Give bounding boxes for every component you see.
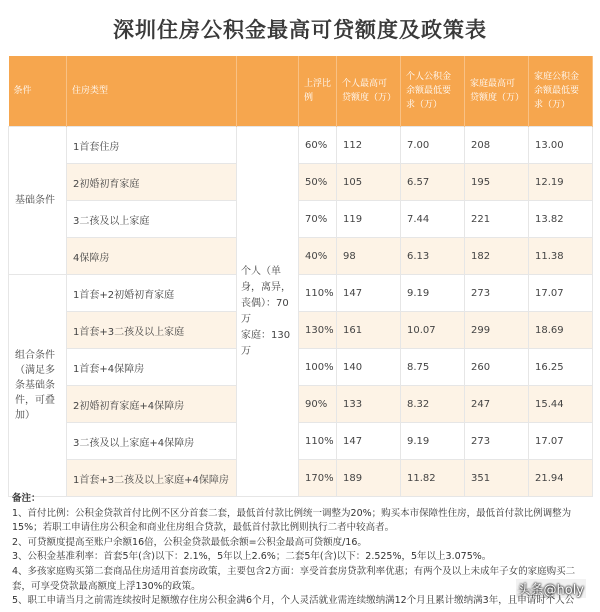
policy-table	[8, 56, 593, 497]
table-row	[9, 460, 593, 497]
float-ratio: 50%	[299, 164, 337, 201]
float-ratio: 100%	[299, 349, 337, 386]
max-personal: 98	[337, 238, 401, 275]
header-target	[237, 56, 299, 127]
family-min-balance: 21.94	[529, 460, 593, 497]
float-ratio: 110%	[299, 423, 337, 460]
note-5: 5、职工申请当月之前需连续按时足额缴存住房公积金满6个月，个人灵活就业需连续缴纳满12个月且累计缴纳满3年，且申请时个人公	[12, 595, 575, 607]
max-personal: 189	[337, 460, 401, 497]
page-title: 深圳住房公积金最高可贷额度及政策表	[113, 18, 487, 42]
family-min-balance: 13.00	[529, 127, 593, 164]
personal-min-balance: 9.19	[401, 275, 465, 312]
housing-type: 2初婚初育家庭+4保障房	[67, 386, 237, 423]
float-ratio: 60%	[299, 127, 337, 164]
header-personal-min-balance: 个人公积金余额最低要求（万）	[401, 56, 465, 127]
family-min-balance: 17.07	[529, 423, 593, 460]
header-max-personal: 个人最高可贷额度（万）	[337, 56, 401, 127]
float-ratio: 70%	[299, 201, 337, 238]
float-ratio: 40%	[299, 238, 337, 275]
notes-section	[12, 492, 592, 609]
header-family-min-balance: 家庭公积金余额最低要求（万）	[529, 56, 593, 127]
family-min-balance: 15.44	[529, 386, 593, 423]
float-ratio: 170%	[299, 460, 337, 497]
table-row	[9, 164, 593, 201]
max-family: 208	[465, 127, 529, 164]
header-condition: 条件	[9, 56, 67, 127]
note-4: 4、多孩家庭购买第二套商品住房适用首套房政策，主要包含2方面：享受首套房贷款利率优惠；有两个及以上未成年子女的家庭购买二套，可享受贷款最高额度上浮130%的政策。	[12, 565, 576, 592]
housing-type: 1首套+3二孩及以上家庭+4保障房	[67, 460, 237, 497]
housing-type: 3二孩及以上家庭+4保障房	[67, 423, 237, 460]
max-family: 195	[465, 164, 529, 201]
max-personal: 147	[337, 423, 401, 460]
max-family: 299	[465, 312, 529, 349]
max-family: 182	[465, 238, 529, 275]
max-family: 351	[465, 460, 529, 497]
max-personal: 140	[337, 349, 401, 386]
float-ratio: 110%	[299, 275, 337, 312]
max-personal: 147	[337, 275, 401, 312]
table-row	[9, 275, 593, 312]
watermark: 头条@holy	[516, 579, 587, 598]
note-3: 3、公积金基准利率：首套5年(含)以下：2.1%，5年以上2.6%；二套5年(含)以下：2.525%，5年以上3.075%。	[12, 551, 492, 563]
housing-type: 2初婚初育家庭	[67, 164, 237, 201]
table-row	[9, 386, 593, 423]
max-personal: 112	[337, 127, 401, 164]
personal-min-balance: 7.44	[401, 201, 465, 238]
personal-min-balance: 8.75	[401, 349, 465, 386]
table-row	[9, 238, 593, 275]
personal-min-balance: 8.32	[401, 386, 465, 423]
table-row	[9, 349, 593, 386]
max-personal: 105	[337, 164, 401, 201]
target-individual: 个人（单身，离异，丧偶）：70万	[241, 265, 291, 325]
housing-type: 1首套住房	[67, 127, 237, 164]
header-max-family: 家庭最高可贷额度（万）	[465, 56, 529, 127]
table-row	[9, 423, 593, 460]
housing-type: 3二孩及以上家庭	[67, 201, 237, 238]
table-row	[9, 127, 593, 164]
max-family: 273	[465, 423, 529, 460]
float-ratio: 130%	[299, 312, 337, 349]
housing-type: 4保障房	[67, 238, 237, 275]
personal-min-balance: 11.82	[401, 460, 465, 497]
group-label-combo: 组合条件（满足多条基础条件，可叠加）	[9, 275, 67, 497]
family-min-balance: 18.69	[529, 312, 593, 349]
family-min-balance: 16.25	[529, 349, 593, 386]
family-min-balance: 17.07	[529, 275, 593, 312]
max-personal: 161	[337, 312, 401, 349]
max-family: 247	[465, 386, 529, 423]
max-personal: 133	[337, 386, 401, 423]
housing-type: 1首套+2初婚初育家庭	[67, 275, 237, 312]
note-1: 1、首付比例：公积金贷款首付比例不区分首套二套，最低首付款比例统一调整为20%；购买本市保障性住房，最低首付款比例调整为15%；若职工申请住房公积金和商业住房组合贷款，最低首付款比例则执行二者中较高者。	[12, 507, 572, 534]
table-row	[9, 201, 593, 238]
notes-title: 备注：	[12, 493, 41, 504]
family-min-balance: 11.38	[529, 238, 593, 275]
personal-min-balance: 6.13	[401, 238, 465, 275]
target-cell	[237, 127, 299, 497]
header-float-ratio: 上浮比例	[299, 56, 337, 127]
table-row	[9, 312, 593, 349]
housing-type: 1首套+3二孩及以上家庭	[67, 312, 237, 349]
personal-min-balance: 9.19	[401, 423, 465, 460]
float-ratio: 90%	[299, 386, 337, 423]
max-family: 273	[465, 275, 529, 312]
group-label-basic: 基础条件	[9, 127, 67, 275]
family-min-balance: 13.82	[529, 201, 593, 238]
header-housing-type: 住房类型	[67, 56, 237, 127]
housing-type: 1首套+4保障房	[67, 349, 237, 386]
max-family: 221	[465, 201, 529, 238]
note-2: 2、可贷额度提高至账户余额16倍，公积金贷款最低余额=公积金最高可贷额度/16。	[12, 536, 367, 548]
personal-min-balance: 10.07	[401, 312, 465, 349]
target-family: 家庭：130万	[241, 329, 291, 357]
table-header-row	[9, 56, 593, 127]
max-family: 260	[465, 349, 529, 386]
personal-min-balance: 7.00	[401, 127, 465, 164]
max-personal: 119	[337, 201, 401, 238]
family-min-balance: 12.19	[529, 164, 593, 201]
personal-min-balance: 6.57	[401, 164, 465, 201]
